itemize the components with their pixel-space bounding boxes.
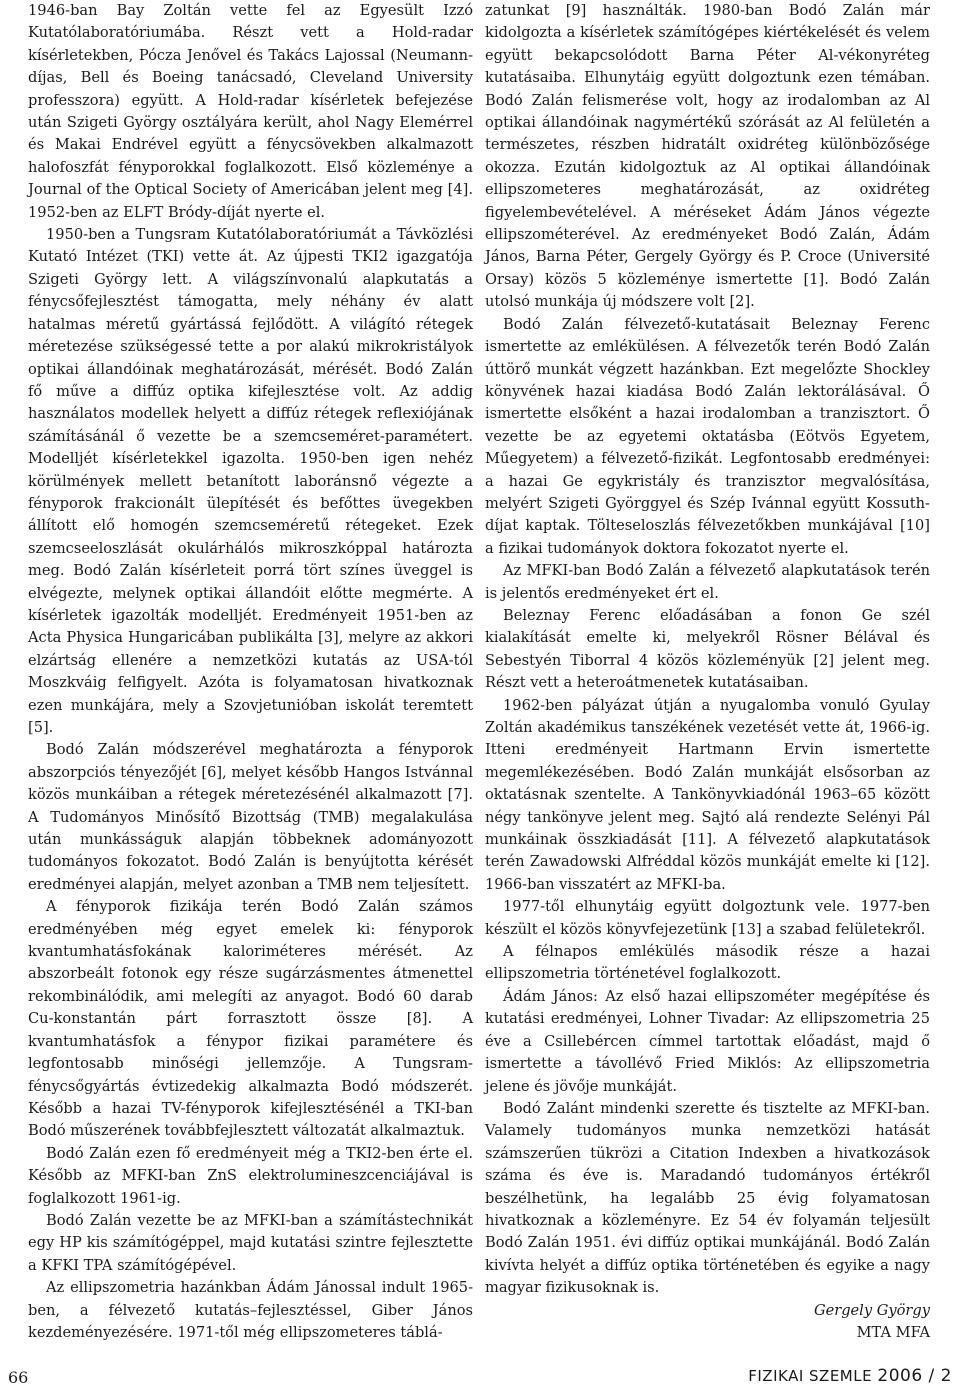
paragraph: Bodó Zalán ezen fő eredményeit még a TKI2-ben érte el. Később az MFKI-ban ZnS elektrolumineszcenciájával is foglalkozott 1961-ig. (28, 1144, 473, 1207)
journal-title: FIZIKAI SZEMLE (748, 1367, 873, 1385)
paragraph: Ádám János: Az első hazai ellipszométer megépítése és kutatási eredményei, Lohner Tivadar: Az ellipszometria 25 éve a Csillebércen címmel tartottak előadást, majd ő ismertette a távollévő Fried Miklós: Az ellipszometria jelene és jövője munkáját. (485, 987, 930, 1095)
page-footer (0, 1352, 960, 1392)
paragraph: Bodó Zalán vezette be az MFKI-ban a számítástechnikát egy HP kis számítógéppel, majd kutatási szintre fejlesztette a KFKI TPA számítógépével. (28, 1211, 473, 1274)
paragraph: Bodó Zalán félvezető-kutatásait Beleznay Ferenc ismertette az emlékülésen. A félvezetők terén Bodó Zalán úttörő munkát végzett hazánkban. Ezt megelőzte Shockley könyvének hazai kiadása Bodó Zalán lektorálásával. Ő ismertette elsőként a hazai irodalomban a tranzisztort. Ő vezette be az egyetemi oktatásba (Eötvös Egyetem, Műegyetem) a félvezető-fizikát. Legfontosabb eredményei: a hazai Ge egykristály és tranzisztor megvalósítása, melyért Szigeti Györggyel és Szép Ivánnal együtt Kossuth-díjat kaptak. Tölteseloszlás félvezetőkben munkájával [10] a fizikai tudományok doktora fokozatot nyerte el. (485, 315, 930, 557)
page-number: 66 (8, 1368, 29, 1387)
paragraph: 1977-től elhunytáig együtt dolgoztunk vele. 1977-ben készült el közös könyvfejezetünk [13] a szabad felületekről. (485, 898, 930, 938)
paragraph: 1946-ban Bay Zoltán vette fel az Egyesült Izzó Kutatólaboratóriumába. Részt vett a Hold-radar kísérletekben, Pócza Jenővel és Takács Lajossal (Neumann-díjas, Bell és Boeing tanácsadó, Cleveland University professzora) együtt. A Hold-radar kísérletek befejezése után Szigeti György osztályára került, ahol Nagy Elemérrel és Makai Endrével együtt a fénycsövekben alkalmazott halofoszfát fényporokkal foglalkozott. Első közleménye a Journal of the Optical Society of Americában jelent meg [4]. 1952-ben az ELFT Bródy-díját nyerte el. (28, 2, 473, 221)
paragraph: 1962-ben pályázat útján a nyugalomba vonuló Gyulay Zoltán akadémikus tanszékének vezetését vette át, 1966-ig. Itteni eredményeit Hartmann Ervin ismertette megemlékezésében. Bodó Zalán munkáját elsősorban az oktatásnak szentelte. A Tankönyvkiadónál 1963–65 között négy tankönyve jelent meg. Sajtó alá rendezte Selényi Pál munkáinak összkiadását [11]. A félvezető alapkutatások terén Zawadowski Alfréddal közös munkáját emelte ki [12]. 1966-ban visszatért az MFKI-ba. (485, 696, 930, 893)
paragraph: zatunkat [9] használták. 1980-ban Bodó Zalán már kidolgozta a kísérletek számítógépes kiértékelését és velem együtt bekapcsolódott Barna Péter Al-vékonyréteg kutatásaiba. Elhunytáig együtt dolgoztunk ezen témában. Bodó Zalán felismerése volt, hogy az irodalomban az Al optikai állandóinak nagymértékű szórását az Al felületén a természetes, részben hidratált oxidréteg különbözősége okozza. Ezután kidolgoztuk az Al optikai állandóinak ellipszometeres meghatározását, az oxidréteg figyelembevételével. A méréseket Ádám János végezte ellipszométerével. Az eredményeket Bodó Zalán, Ádám János, Barna Péter, Gergely György és P. Croce (Université Orsay) közös 5 közleménye ismertette [1]. Bodó Zalán utolsó munkája új módszere volt [2]. (485, 2, 930, 311)
journal-issue: 2006 / 2 (877, 1366, 952, 1386)
left-column (28, 0, 473, 1344)
paragraph: 1950-ben a Tungsram Kutatólaboratóriumát a Távközlési Kutató Intézet (TKI) vette át. Az újpesti TKI2 igazgatója Szigeti György lett. A világszínvonalú alapkutatás a fénycsőfejlesztést támogatta, mely néhány év alatt hatalmas méretű gyártássá fejlődött. A világító rétegek méretezése szükségessé tette a por alakú mikrokristályok optikai állandóinak meghatározását, mérését. Bodó Zalán fő műve a diffúz optika kifejlesztése volt. Az addig használatos modellek helyett a diffúz rétegek reflexiójának számításánál ő vezette be a szemcseméret-paramétert. Modelljét kísérletekkel igazolta. 1950-ben igen nehéz körülmények mellett betanított laboránsnő végezte a fényporok frakcionált ülepítését és befőttes üvegekben állított elő homogén szemcseméretű rétegeket. Ezek szemcseeloszlását okulárhálós mikroszkóppal határozta meg. Bodó Zalán kísérleteit porrá tört színes üveggel is elvégezte, melynek optikai állandóit előtte megmérte. A kísérletek igazolták modelljét. Eredményeit 1951-ben az Acta Physica Hungaricában publikálta [3], melyre az akkori elzártság ellenére a nemzetközi kutatás az USA-tól Moszkváig felfigyelt. Azóta is folyamatosan hivatkoznak ezen munkájára, mely a Szovjetunióban iskolát teremtett [5]. (28, 226, 473, 736)
journal-footer (748, 1366, 952, 1386)
paragraph: Az MFKI-ban Bodó Zalán a félvezető alapkutatások terén is jelentős eredményeket ért el. (485, 562, 930, 602)
paragraph: Bodó Zalánt mindenki szerette és tisztelte az MFKI-ban. Valamely tudományos munka nemzetközi hatását számszerűen tükrözi a Citation Indexben a hivatkozások száma és éve is. Maradandó tudományos értékről beszélhetünk, ha legalább 25 évig folyamatosan hivatkoznak a közleményre. Ez 54 év folyamán teljesült Bodó Zalán 1951. évi diffúz optikai munkájánál. Bodó Zalán kivívta helyét a diffúz optika történetében és egyike a nagy magyar fizikusoknak is. (485, 1099, 930, 1297)
paragraph: Az ellipszometria hazánkban Ádám Jánossal indult 1965-ben, a félvezető kutatás–fejlesztéssel, Giber János kezdeményezésére. 1971-től még ellipszometeres táblá- (28, 1279, 473, 1341)
paragraph: Beleznay Ferenc előadásában a fonon Ge szél kialakítását emelte ki, melyekről Rösner Bélával és Sebestyén Tiborral 4 közös közleményük [2] jelent meg. Részt vett a heteroátmenetek kutatásaiban. (485, 606, 930, 692)
paragraph: A fényporok fizikája terén Bodó Zalán számos eredményében még egyet emelek ki: fényporok kvantumhatásfokának kaloriméteres mérését. Az abszorbeált fotonok egy része sugárzásmentes átmenettel rekombinálódik, ami melegíti az anyagot. Bodó 60 darab Cu-konstantán párt forrasztott össze [8]. A kvantumhatásfok a fénypor fizikai paramétere és legfontosabb minőségi jellemzője. A Tungsram-fénycsőgyártás évtizedekig alkalmazta Bodó módszerét. Később a hazai TV-fényporok kifejlesztésénél a TKI-ban Bodó műszerének továbbfejlesztett változatát alkalmaztuk. (28, 898, 473, 1140)
paragraph: A félnapos emlékülés második része a hazai ellipszometria történetével foglalkozott. (485, 943, 930, 983)
author-signature: Gergely György (813, 1301, 930, 1319)
right-column (485, 0, 930, 1344)
paragraph: Bodó Zalán módszerével meghatározta a fényporok abszorpciós tényezőjét [6], melyet később Hangos Istvánnal közös munkáiban a rétegek méretezésénél alkalmazott [7]. A Tudományos Minősítő Bizottság (TMB) megalakulása után munkásságuk alapján többeknek adományozott tudományos fokozatot. Bodó Zalán is benyújtotta kérését eredményei alapján, melyet azonban a TMB nem teljesített. (28, 741, 473, 893)
author-affiliation: MTA MFA (856, 1323, 930, 1341)
